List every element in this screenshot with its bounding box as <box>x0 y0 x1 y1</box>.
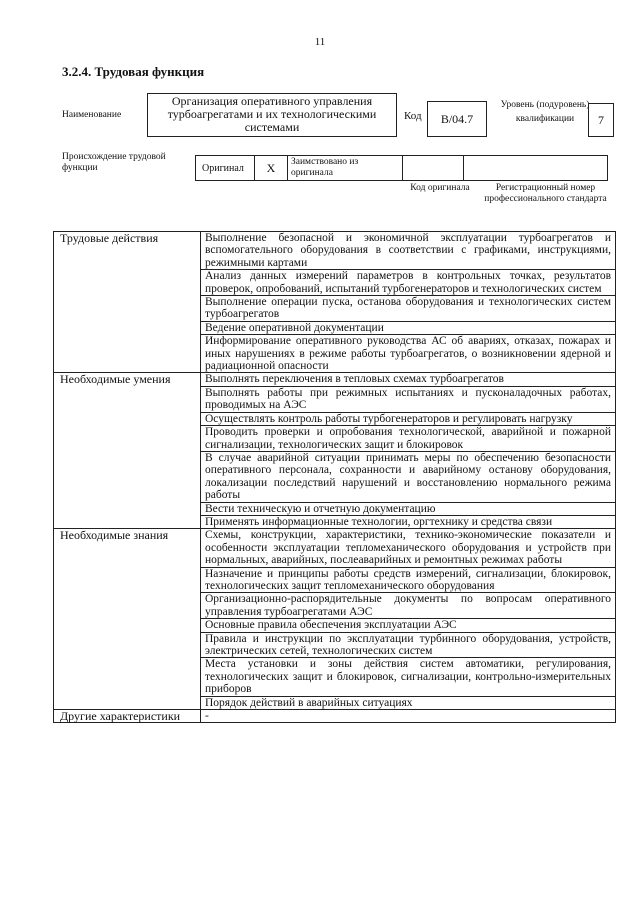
table-row <box>54 529 616 567</box>
item-cell: Схемы, конструкции, характеристики, технико-экономические показатели и особенности эксплуатации тепломеханического оборудования и устройств при нормальных, аварийных, послеаварийных и ремонтных режимах работы <box>201 529 616 567</box>
qualification-level-value: 7 <box>588 103 614 137</box>
item-cell: Вести техническую и отчетную документацию <box>201 502 616 515</box>
name-label: Наименование <box>62 110 122 120</box>
origin-label: Происхождение трудовой функции <box>62 152 166 173</box>
item-cell: - <box>201 710 616 723</box>
category-cell: Необходимые умения <box>54 373 201 529</box>
item-cell: Организационно-распорядительные документы по вопросам оперативного управления турбоагрегатами АЭС <box>201 593 616 619</box>
category-cell: Другие характеристики <box>54 710 201 723</box>
category-cell: Трудовые действия <box>54 232 201 373</box>
item-cell: Выполнять переключения в тепловых схемах турбоагрегатов <box>201 373 616 386</box>
item-cell: В случае аварийной ситуации принимать меры по обеспечению безопасности оперативного персонала, сохранности и аварийному останову оборудования, локализации последствий нарушений и восстановлению нормального режима работы <box>201 451 616 502</box>
original-code-cell <box>402 155 464 181</box>
item-cell: Порядок действий в аварийных ситуациях <box>201 696 616 709</box>
section-title: 3.2.4. Трудовая функция <box>62 64 205 79</box>
item-cell: Проводить проверки и опробования технологической, аварийной и пожарной сигнализации, технологических защит и блокировок <box>201 426 616 452</box>
item-cell: Выполнение безопасной и экономичной эксплуатации турбоагрегатов и вспомогательного оборудования в соответствии с графиками, инструкциями, режимными картами <box>201 232 616 270</box>
table-row <box>54 373 616 386</box>
table-row <box>54 232 616 270</box>
code-label: Код <box>404 110 422 122</box>
original-code-label: Код оригинала <box>410 183 470 193</box>
category-cell: Необходимые знания <box>54 529 201 710</box>
registration-number-cell <box>463 155 608 181</box>
item-cell: Выполнять работы при режимных испытаниях и пусконаладочных работах, проводимых на АЭС <box>201 386 616 412</box>
item-cell: Информирование оперативного руководства АС об авариях, отказах, пожарах и иных нарушениях в режиме работы турбоагрегатов, о возникновении ядерной и радиационной опасности <box>201 335 616 373</box>
labor-function-table <box>53 231 616 723</box>
origin-row <box>196 155 608 181</box>
table-row <box>54 710 616 723</box>
borrowed-label: Заимствовано из оригинала <box>287 155 403 181</box>
item-cell: Назначение и принципы работы средств измерений, сигнализации, блокировок, технологических защит тепломеханического оборудования <box>201 567 616 593</box>
function-name-value: Организация оперативного управления турбоагрегатами и их технологическими системами <box>147 93 397 137</box>
item-cell: Осуществлять контроль работы турбогенераторов и регулировать нагрузку <box>201 412 616 425</box>
item-cell: Правила и инструкции по эксплуатации турбинного оборудования, устройств, электрических сетей, технологических систем <box>201 632 616 658</box>
item-cell: Основные правила обеспечения эксплуатации АЭС <box>201 619 616 632</box>
page-number: 11 <box>314 36 326 48</box>
code-value: B/04.7 <box>427 101 487 137</box>
item-cell: Выполнение операции пуска, останова оборудования и технологических систем турбоагрегатов <box>201 296 616 322</box>
original-mark: X <box>254 155 288 181</box>
item-cell: Места установки и зоны действия систем автоматики, регулирования, технологических защит и блокировок, сигнализации, контрольно-измерительных приборов <box>201 658 616 696</box>
item-cell: Применять информационные технологии, оргтехнику и средства связи <box>201 515 616 528</box>
item-cell: Ведение оперативной документации <box>201 321 616 334</box>
qualification-level-label: Уровень (подуровень) квалификации <box>500 100 590 124</box>
registration-number-label: Регистрационный номер профессионального стандарта <box>484 183 607 204</box>
item-cell: Анализ данных измерений параметров в контрольных точках, результатов проверок, опробований, испытаний турбогенераторов и технологических систем <box>201 270 616 296</box>
original-label: Оригинал <box>195 155 255 181</box>
